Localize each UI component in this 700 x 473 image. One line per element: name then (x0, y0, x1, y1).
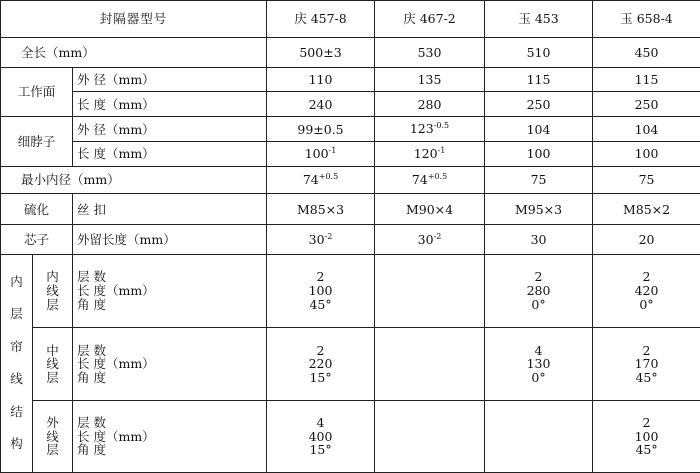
value: 45° (635, 442, 658, 458)
cord-inner-sublabels (73, 254, 267, 328)
total-length-label: 全长（mm） (1, 38, 267, 67)
cell (267, 328, 375, 401)
cell (375, 401, 485, 473)
model-1: 庆 457-8 (267, 1, 375, 38)
core-exposed-row (1, 225, 700, 254)
value: 100 (308, 283, 333, 299)
cell: 115 (485, 67, 593, 92)
value: 15° (309, 442, 332, 458)
value: 130 (526, 356, 551, 372)
value: 100 (634, 428, 659, 444)
total-length-row (1, 38, 700, 67)
value: 280 (526, 283, 551, 299)
cell-value: 30 (417, 231, 434, 247)
cell (485, 328, 593, 401)
work-face-group: 工作面 (1, 67, 73, 117)
tolerance: -1 (328, 146, 337, 156)
cell (375, 328, 485, 401)
value: 2 (316, 342, 325, 358)
cell-value: 120 (413, 146, 438, 162)
cell: M85×2 (593, 194, 700, 225)
core-thread-label: 丝 扣 (73, 194, 267, 225)
cell: 110 (267, 67, 375, 92)
cell (593, 254, 700, 328)
cord-inner-label: 内线层 (33, 254, 73, 328)
cell: 530 (375, 38, 485, 67)
cell: 450 (593, 38, 700, 67)
work-face-length-row (1, 92, 700, 117)
core-thread-row (1, 194, 700, 225)
value: 2 (642, 342, 651, 358)
cell (267, 401, 375, 473)
value: 2 (642, 414, 651, 430)
sub-label-count: 层 数 (77, 414, 106, 430)
tolerance: +0.5 (427, 172, 448, 182)
cell (485, 254, 593, 328)
value: 400 (308, 428, 333, 444)
core-exposed-label: 外留长度（mm） (73, 225, 267, 254)
sub-label-length: 长 度（mm） (77, 356, 155, 372)
tolerance: +0.5 (318, 172, 339, 182)
cord-outer-row (1, 401, 700, 473)
cell-value: 123 (409, 121, 434, 137)
model-4: 玉 658-4 (593, 1, 700, 38)
min-inner-label: 最小内径（mm） (1, 167, 267, 194)
cell-value: 74 (411, 172, 428, 188)
cell (593, 401, 700, 473)
cell (485, 401, 593, 473)
cord-middle-label: 中线层 (33, 328, 73, 401)
model-2: 庆 467-2 (375, 1, 485, 38)
neck-outer-label: 外 径（mm） (73, 117, 267, 142)
cell-value: 30 (308, 231, 325, 247)
cord-outer-sublabels (73, 401, 267, 473)
cell: 20 (593, 225, 700, 254)
cord-outer-label: 外线层 (33, 401, 73, 473)
sub-label-angle: 角 度 (77, 370, 106, 386)
cell (267, 142, 375, 167)
cell: M90×4 (375, 194, 485, 225)
cell: 115 (593, 67, 700, 92)
cord-group: 内层帘线结构 (1, 254, 33, 472)
cell: 75 (485, 167, 593, 194)
value: 4 (316, 414, 325, 430)
value: 2 (534, 269, 543, 285)
tolerance: -1 (437, 146, 446, 156)
cell-value: 100 (304, 146, 329, 162)
core-group-bottom: 芯子 (1, 225, 73, 254)
cell (375, 117, 485, 142)
min-inner-row (1, 167, 700, 194)
value: 220 (308, 356, 333, 372)
cell: 500±3 (267, 38, 375, 67)
neck-length-row (1, 142, 700, 167)
value: 0° (639, 296, 654, 312)
tolerance: -0.5 (433, 121, 450, 131)
cell (267, 254, 375, 328)
cell: 510 (485, 38, 593, 67)
cell: 280 (375, 92, 485, 117)
cell (267, 167, 375, 194)
cell: 100 (485, 142, 593, 167)
value: 45° (309, 296, 332, 312)
neck-outer-row (1, 117, 700, 142)
value: 2 (642, 269, 651, 285)
value: 4 (534, 342, 543, 358)
cell: M95×3 (485, 194, 593, 225)
cell (267, 117, 375, 142)
tolerance: -2 (433, 231, 442, 241)
cell (375, 254, 485, 328)
cell: 104 (485, 117, 593, 142)
cord-middle-row (1, 328, 700, 401)
cell: 100 (593, 142, 700, 167)
cell: 250 (485, 92, 593, 117)
work-face-length-label: 长 度（mm） (73, 92, 267, 117)
work-face-outer-label: 外 径（mm） (73, 67, 267, 92)
sub-label-count: 层 数 (77, 342, 106, 358)
sub-label-angle: 角 度 (77, 442, 106, 458)
cell (593, 328, 700, 401)
cell: 104 (593, 117, 700, 142)
cell: 250 (593, 92, 700, 117)
value: 0° (531, 370, 546, 386)
cell: 135 (375, 67, 485, 92)
model-3: 玉 453 (485, 1, 593, 38)
cell: 75 (593, 167, 700, 194)
value: 170 (634, 356, 659, 372)
work-face-outer-row (1, 67, 700, 92)
cell: 240 (267, 92, 375, 117)
cord-middle-sublabels (73, 328, 267, 401)
sub-label-angle: 角 度 (77, 296, 106, 312)
cell: M85×3 (267, 194, 375, 225)
cell (375, 142, 485, 167)
cell: 30 (485, 225, 593, 254)
cell (267, 225, 375, 254)
core-group-top: 硫化 (1, 194, 73, 225)
sub-label-length: 长 度（mm） (77, 428, 155, 444)
header-row (1, 1, 700, 38)
tolerance: -2 (324, 231, 333, 241)
cord-inner-row (1, 254, 700, 328)
neck-group: 细脖子 (1, 117, 73, 167)
value: 15° (309, 370, 332, 386)
sub-label-length: 长 度（mm） (77, 283, 155, 299)
neck-length-label: 长 度（mm） (73, 142, 267, 167)
header-label: 封隔器型号 (1, 1, 267, 38)
cell-value: 74 (302, 172, 319, 188)
value: 420 (634, 283, 659, 299)
cell (375, 167, 485, 194)
cell (375, 225, 485, 254)
value: 45° (635, 370, 658, 386)
value: 0° (531, 296, 546, 312)
cell-value: 99±0.5 (297, 121, 344, 137)
sub-label-count: 层 数 (77, 269, 106, 285)
value: 2 (316, 269, 325, 285)
